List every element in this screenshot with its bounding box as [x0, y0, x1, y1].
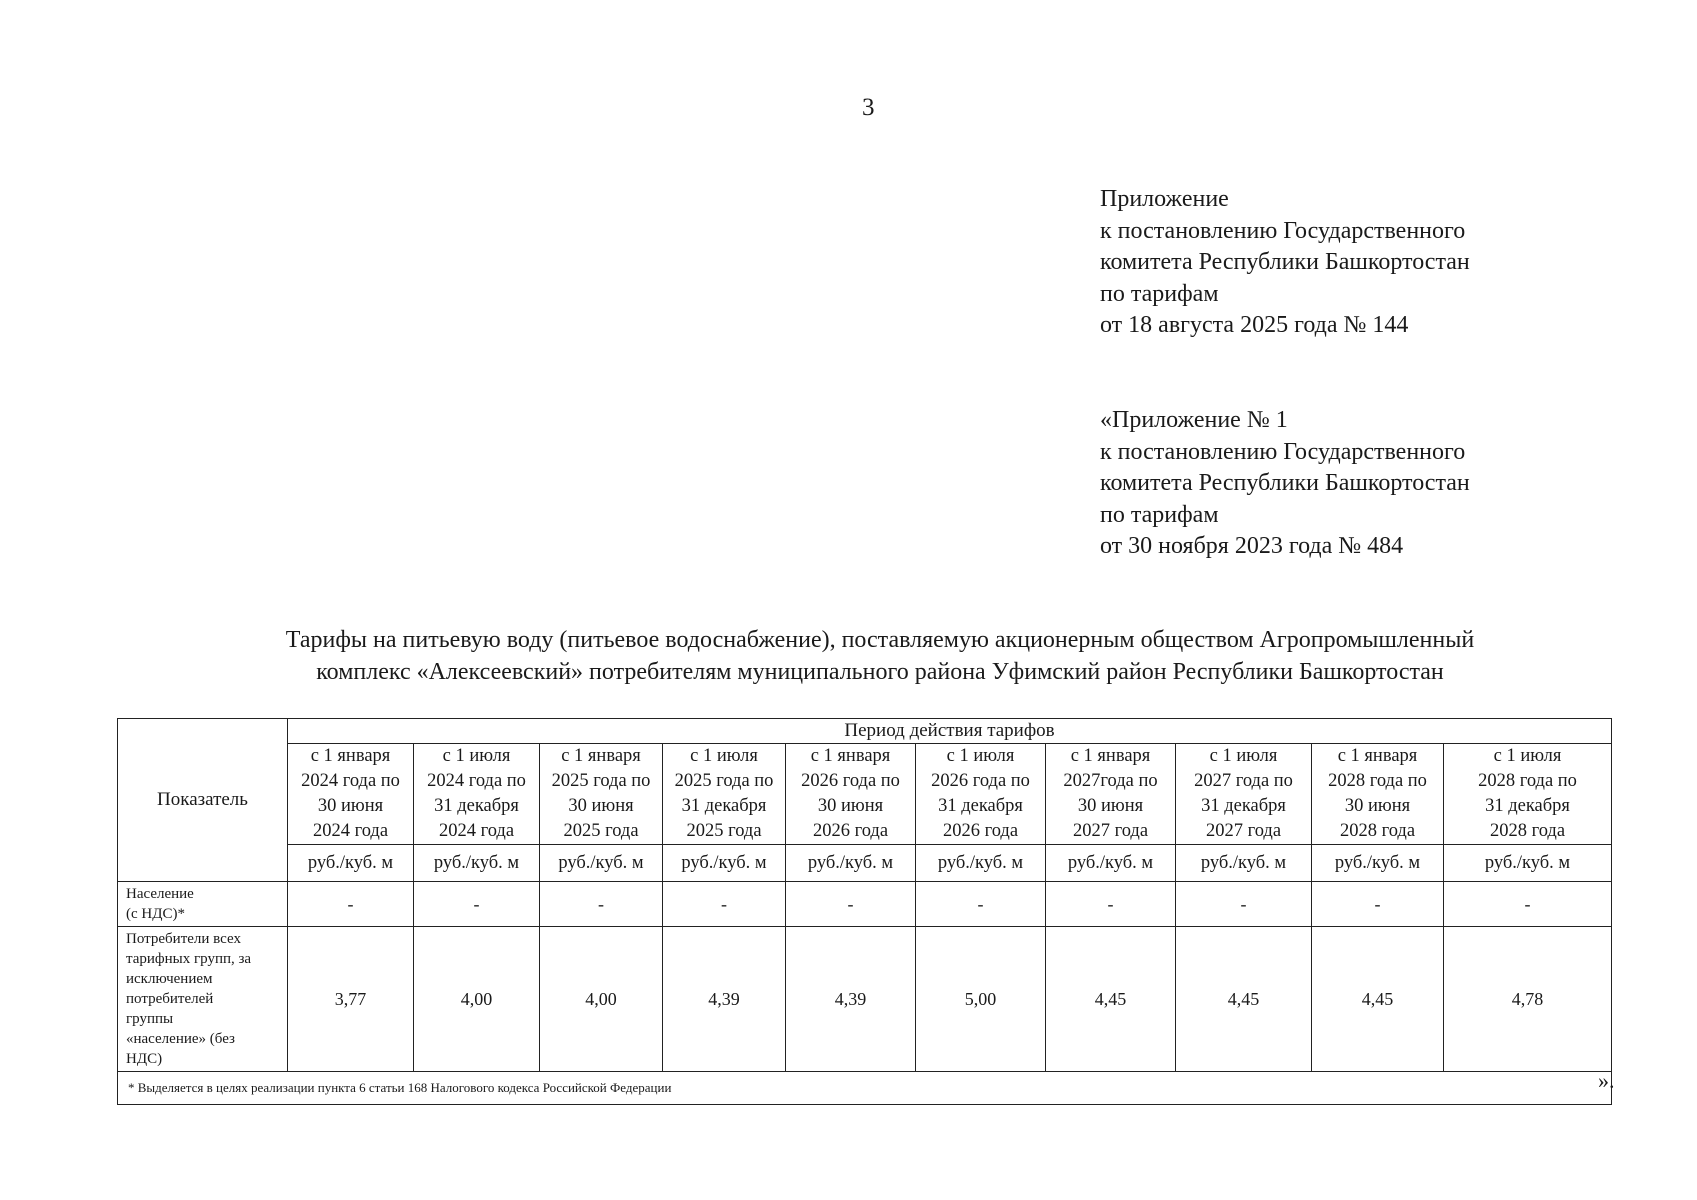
appendix-current-header	[1100, 184, 1470, 342]
period-line: 30 июня	[568, 796, 634, 816]
tariff-value-cell: -	[663, 882, 786, 927]
period-header-cell	[1046, 744, 1176, 845]
tariff-value-cell: 4,39	[663, 927, 786, 1072]
period-header-cell	[916, 744, 1046, 845]
tariff-value-cell: -	[1444, 882, 1612, 927]
period-line: 2024 года по	[301, 771, 400, 791]
tariff-value-cell: 4,45	[1176, 927, 1312, 1072]
table-body	[118, 882, 1612, 1072]
period-line: 2028 года по	[1328, 771, 1427, 791]
period-line: 2027 года по	[1194, 771, 1293, 791]
period-line: с 1 июля	[442, 746, 511, 766]
row-label	[118, 882, 288, 927]
tariff-value-cell: 4,39	[786, 927, 916, 1072]
tariff-value-cell: 4,00	[540, 927, 663, 1072]
period-header-cell	[786, 744, 916, 845]
period-line: 2028 года	[1489, 821, 1566, 841]
unit-cell: руб./куб. м	[916, 845, 1046, 882]
period-line: 2025 года	[686, 821, 762, 841]
period-line: 30 июня	[817, 796, 884, 816]
period-line: 31 декабря	[938, 796, 1023, 816]
footnote: * Выделяется в целях реализации пункта 6 статьи 168 Налогового кодекса Российской Федерации	[118, 1072, 1612, 1105]
period-line: 30 июня	[1077, 796, 1144, 816]
appendix-line: комитета Республики Башкортостан	[1100, 249, 1470, 275]
period-line: 31 декабря	[681, 796, 767, 816]
period-line: с 1 января	[810, 746, 891, 766]
appendix-line: по тарифам	[1100, 280, 1219, 307]
period-line: 2026 года по	[801, 771, 900, 791]
tariff-value-cell: -	[540, 882, 663, 927]
period-line: с 1 июля	[1493, 746, 1562, 766]
period-line: 2025 года по	[551, 771, 651, 791]
period-line: 31 декабря	[1201, 796, 1286, 816]
appendix-line: «Приложение № 1	[1100, 407, 1288, 433]
table-row	[118, 927, 1612, 1072]
page-number: 3	[862, 94, 875, 121]
unit-cell: руб./куб. м	[414, 845, 540, 882]
tariff-table	[117, 718, 1612, 1105]
period-line: 31 декабря	[1485, 796, 1570, 816]
appendix-line: Приложение	[1100, 186, 1229, 212]
table-title-line: комплекс «Алексеевский» потребителям муниципального района Уфимский район Республики Башкортостан	[316, 659, 1444, 685]
period-line: 30 июня	[1344, 796, 1411, 816]
appendix-line: комитета Республики Башкортостан	[1100, 470, 1470, 496]
period-header-cell	[1176, 744, 1312, 845]
period-line: с 1 июля	[1209, 746, 1278, 766]
period-line: 2024 года	[438, 821, 515, 841]
period-line: 30 июня	[317, 796, 384, 816]
tariff-value-cell: 3,77	[288, 927, 414, 1072]
row-label-line: «население» (без	[126, 1031, 235, 1047]
appendix-line: по тарифам	[1100, 501, 1219, 528]
table-title-line: Тарифы на питьевую воду (питьевое водоснабжение), поставляемую акционерным обществом Агропромышленный	[285, 627, 1475, 653]
indicator-header: Показатель	[118, 719, 288, 882]
tariff-value-cell: 4,00	[414, 927, 540, 1072]
tariff-value-cell: -	[786, 882, 916, 927]
period-header-cell	[414, 744, 540, 845]
row-label	[118, 927, 288, 1072]
period-line: 2025 года по	[674, 771, 774, 791]
tariff-value-cell: -	[1046, 882, 1176, 927]
tariff-value-cell: 4,45	[1046, 927, 1176, 1072]
row-label-line: исключением	[126, 971, 213, 987]
unit-row	[118, 845, 1612, 882]
period-header-cell	[540, 744, 663, 845]
row-label-line: Потребители всех	[126, 931, 241, 947]
unit-cell: руб./куб. м	[1312, 845, 1444, 882]
unit-cell: руб./куб. м	[1176, 845, 1312, 882]
period-header: Период действия тарифов	[288, 719, 1612, 744]
row-label-line: Население	[126, 886, 194, 902]
table-row	[118, 882, 1612, 927]
period-line: 2028 года	[1339, 821, 1416, 841]
tariff-value-cell: 4,78	[1444, 927, 1612, 1072]
period-line: с 1 января	[561, 746, 641, 766]
period-line: 2024 года	[312, 821, 389, 841]
unit-cell: руб./куб. м	[1444, 845, 1612, 882]
period-line: с 1 января	[1070, 746, 1151, 766]
table-title	[180, 624, 1580, 688]
closing-quote: ».	[1598, 1068, 1615, 1093]
appendix-original-header	[1100, 405, 1470, 563]
period-line: с 1 июля	[690, 746, 758, 766]
tariff-value-cell: -	[1176, 882, 1312, 927]
appendix-line: к постановлению Государственного	[1100, 217, 1466, 244]
period-header-cell	[663, 744, 786, 845]
tariff-value-cell: 5,00	[916, 927, 1046, 1072]
appendix-line: от 30 ноября 2023 года № 484	[1100, 533, 1404, 559]
period-line: 2027 года	[1072, 821, 1149, 841]
period-dates-row	[118, 744, 1612, 845]
tariff-value-cell: -	[916, 882, 1046, 927]
row-label-line: НДС)	[126, 1051, 163, 1067]
period-line: с 1 января	[1337, 746, 1418, 766]
unit-cell: руб./куб. м	[288, 845, 414, 882]
period-line: 2025 года	[563, 821, 639, 841]
period-line: 2026 года	[942, 821, 1019, 841]
tariff-value-cell: -	[414, 882, 540, 927]
unit-cell: руб./куб. м	[786, 845, 916, 882]
unit-cell: руб./куб. м	[540, 845, 663, 882]
period-header-cell	[288, 744, 414, 845]
row-label-line: потребителей	[126, 991, 214, 1007]
appendix-line: от 18 августа 2025 года № 144	[1100, 312, 1409, 338]
row-label-line: (с НДС)*	[126, 906, 185, 922]
period-line: 2027 года	[1205, 821, 1282, 841]
period-header-cell	[1312, 744, 1444, 845]
period-header-cell	[1444, 744, 1612, 845]
unit-cell: руб./куб. м	[663, 845, 786, 882]
appendix-line: к постановлению Государственного	[1100, 438, 1466, 465]
period-line: 2026 года по	[931, 771, 1030, 791]
tariff-value-cell: 4,45	[1312, 927, 1444, 1072]
tariff-value-cell: -	[288, 882, 414, 927]
row-label-line: группы	[126, 1011, 174, 1027]
unit-cell: руб./куб. м	[1046, 845, 1176, 882]
period-line: 2026 года	[812, 821, 889, 841]
row-label-line: тарифных групп, за	[126, 951, 252, 967]
period-line: 31 декабря	[434, 796, 519, 816]
period-line: 2027года по	[1063, 771, 1158, 791]
period-line: с 1 января	[310, 746, 391, 766]
tariff-value-cell: -	[1312, 882, 1444, 927]
period-line: 2024 года по	[427, 771, 526, 791]
period-line: 2028 года по	[1478, 771, 1577, 791]
period-line: с 1 июля	[946, 746, 1015, 766]
